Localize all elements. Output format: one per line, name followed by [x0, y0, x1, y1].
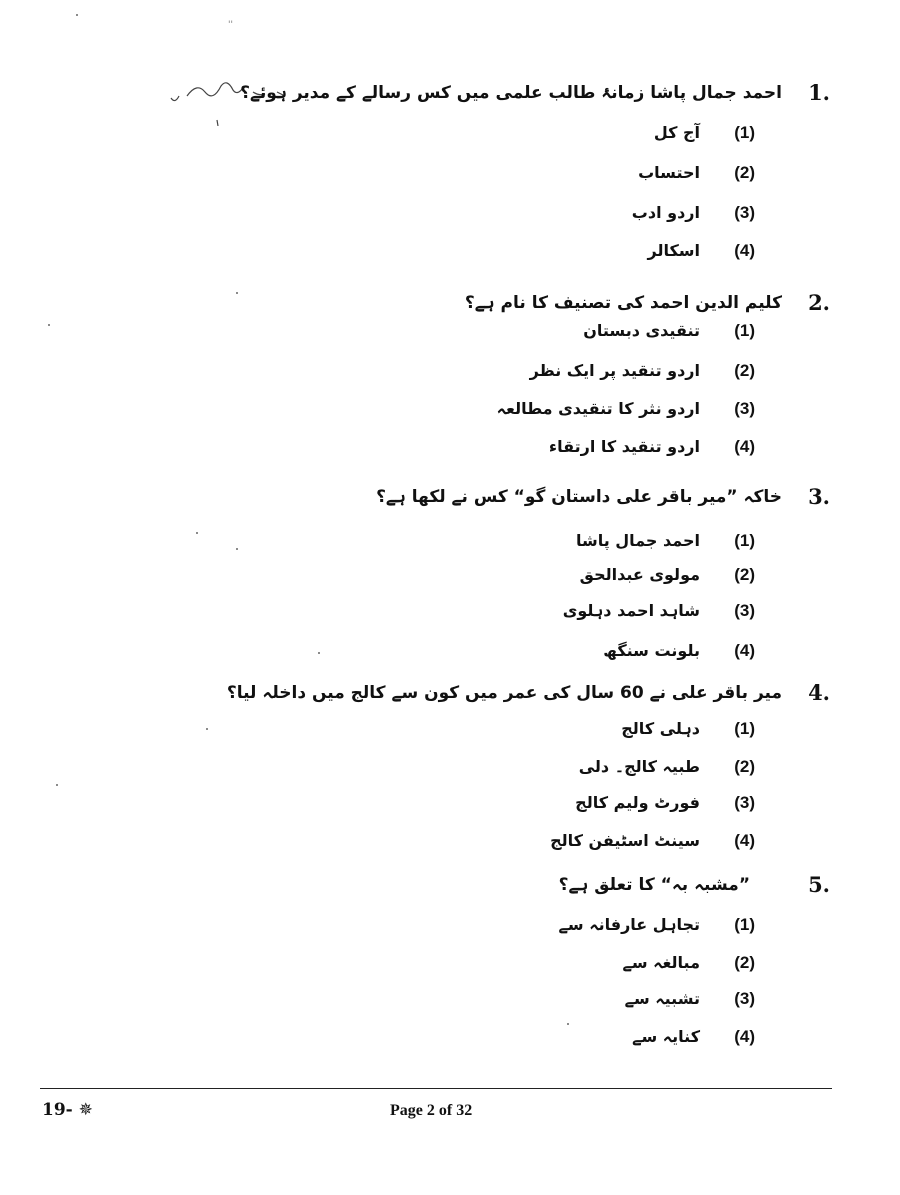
question-text: احمد جمال پاشا زمانۂ طالب علمی میں کس رسالے کے مدیر ہوئے؟ — [240, 83, 782, 103]
question-number: 3. — [808, 484, 830, 509]
question-5 — [0, 870, 900, 900]
option-text: مبالغہ سے — [622, 953, 700, 972]
option-text: تنقیدی دبستان — [583, 321, 700, 340]
option-text: احتساب — [638, 163, 700, 182]
page-number: Page 2 of 32 — [390, 1102, 473, 1119]
option-text: اردو ادب — [631, 203, 700, 222]
option-text: دہلی کالج — [621, 719, 700, 738]
option-label: (3) — [734, 203, 755, 222]
question-2 — [0, 288, 900, 318]
option-text: کنایہ سے — [632, 1027, 700, 1046]
question-3 — [0, 482, 900, 512]
option — [0, 1022, 900, 1052]
option-text: شاہد احمد دہلوی — [562, 601, 700, 620]
option — [0, 714, 900, 744]
option — [0, 636, 900, 666]
question-1 — [0, 78, 900, 108]
option-label: (3) — [734, 601, 755, 620]
option-text: اردو تنقید پر ایک نظر — [529, 361, 700, 380]
option — [0, 948, 900, 978]
option — [0, 984, 900, 1014]
option — [0, 526, 900, 556]
option-label: (1) — [734, 321, 755, 340]
option-text: مولوی عبدالحق — [579, 565, 700, 584]
footer-divider — [40, 1088, 832, 1089]
option-label: (2) — [734, 163, 755, 182]
option-text: فورٹ ولیم کالج — [575, 793, 700, 812]
option — [0, 432, 900, 462]
question-number: 1. — [808, 80, 830, 105]
question-number: 5. — [808, 872, 830, 897]
option — [0, 788, 900, 818]
option-label: (1) — [734, 531, 755, 550]
question-text: کلیم الدین احمد کی تصنیف کا نام ہے؟ — [464, 293, 782, 313]
option-label: (1) — [734, 915, 755, 934]
star-icon: ✵ — [78, 1100, 93, 1120]
scan-speck — [76, 14, 78, 16]
question-text: میر باقر علی نے 60 سال کی عمر میں کون سے کالج میں داخلہ لیا؟ — [226, 683, 782, 703]
option-text: تجاہل عارفانہ سے — [558, 915, 700, 934]
paper-code-text: 19- — [42, 1100, 73, 1120]
option — [0, 356, 900, 386]
option — [0, 910, 900, 940]
option-label: (4) — [734, 1027, 755, 1046]
option — [0, 118, 900, 148]
scan-speck — [56, 784, 58, 786]
option — [0, 316, 900, 346]
option-label: (4) — [734, 437, 755, 456]
paper-code — [42, 1100, 93, 1120]
option-label: (2) — [734, 361, 755, 380]
option — [0, 596, 900, 626]
option-text: اردو تنقید کا ارتقاء — [548, 437, 700, 456]
option-label: (2) — [734, 757, 755, 776]
option-label: (4) — [734, 641, 755, 660]
option-text: اسکالر — [647, 241, 700, 260]
option-text: طبیہ کالج۔ دلی — [578, 757, 700, 776]
option-text: آج کل — [653, 123, 700, 142]
question-text: ”مشبہ بہ“ کا تعلق ہے؟ — [558, 875, 750, 895]
option-text: احمد جمال پاشا — [575, 531, 700, 550]
option-label: (1) — [734, 123, 755, 142]
option — [0, 752, 900, 782]
option — [0, 560, 900, 590]
option-label: (3) — [734, 793, 755, 812]
option-text: سینٹ اسٹیفن کالج — [550, 831, 700, 850]
option-text: بلونت سنگھ — [603, 641, 700, 660]
option — [0, 236, 900, 266]
question-number: 2. — [808, 290, 830, 315]
option — [0, 826, 900, 856]
scan-mark: ꞌꞌ — [228, 20, 233, 30]
option-text: اردو نثر کا تنقیدی مطالعہ — [496, 399, 700, 418]
option-text: تشبیہ سے — [624, 989, 700, 1008]
option-label: (2) — [734, 953, 755, 972]
option-label: (2) — [734, 565, 755, 584]
option-label: (4) — [734, 831, 755, 850]
option-label: (1) — [734, 719, 755, 738]
option-label: (4) — [734, 241, 755, 260]
question-number: 4. — [808, 680, 830, 705]
question-text: خاکہ ”میر باقر علی داستان گو“ کس نے لکھا ہے؟ — [376, 487, 782, 507]
option — [0, 158, 900, 188]
question-4 — [0, 678, 900, 708]
option — [0, 394, 900, 424]
option-label: (3) — [734, 989, 755, 1008]
option — [0, 198, 900, 228]
option-label: (3) — [734, 399, 755, 418]
